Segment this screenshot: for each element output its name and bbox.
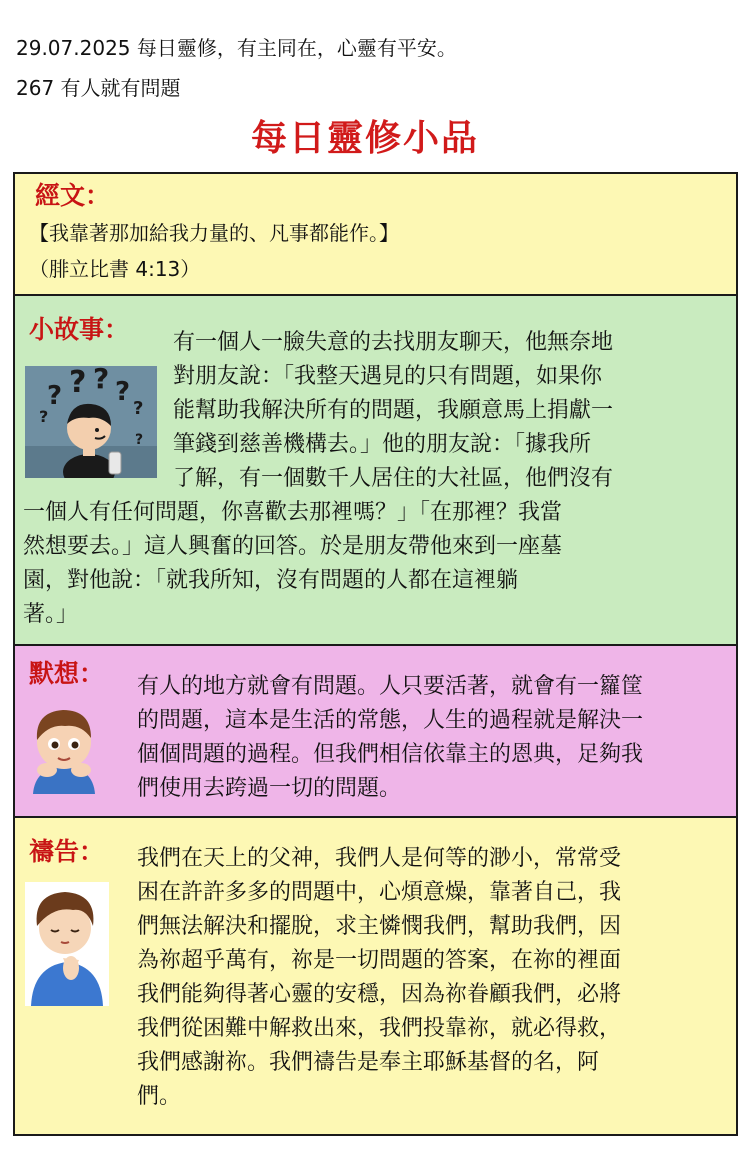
prayer-line-3: 們無法解決和擺脫，求主憐憫我們，幫助我們，因 bbox=[137, 914, 622, 939]
prayer-line-7: 我們感謝祢。我們禱告是奉主耶穌基督的名，阿 bbox=[137, 1050, 600, 1075]
story-line-7: 然想要去。」這人興奮的回答。於是朋友帶他來到一座墓 bbox=[23, 534, 563, 559]
svg-text:?: ? bbox=[93, 366, 110, 395]
scripture-label: 經文： bbox=[35, 181, 111, 210]
scripture-reference: （腓立比書 4:13） bbox=[29, 257, 201, 281]
prayer-line-1: 我們在天上的父神，我們人是何等的渺小，常常受 bbox=[137, 846, 622, 871]
confused-person-illustration bbox=[25, 366, 157, 478]
story-line-5: 了解，有一個數千人居住的大社區，他們沒有 bbox=[173, 466, 614, 491]
prayer-line-5: 我們能夠得著心靈的安穩，因為祢眷顧我們，必將 bbox=[137, 982, 622, 1007]
praying-child-illustration bbox=[25, 882, 109, 1006]
meditation-line-2: 的問題，這本是生活的常態，人生的過程就是解決一 bbox=[137, 708, 644, 733]
svg-text:?: ? bbox=[69, 366, 87, 400]
story-section bbox=[13, 296, 738, 646]
prayer-line-6: 我們從困難中解救出來，我們投靠祢，就必得救， bbox=[137, 1016, 622, 1041]
story-line-9: 著。」 bbox=[23, 602, 79, 627]
story-line-8: 園，對他說：「就我所知，沒有問題的人都在這裡躺 bbox=[23, 568, 519, 593]
svg-text:?: ? bbox=[47, 381, 63, 411]
prayer-line-4: 為祢超乎萬有，祢是一切問題的答案，在祢的裡面 bbox=[137, 948, 622, 973]
devotion-number-title: 267 有人就有問題 bbox=[16, 76, 181, 100]
meditation-line-1: 有人的地方就會有問題。人只要活著，就會有一籮筐 bbox=[137, 674, 644, 699]
meditation-line-3: 個個問題的過程。但我們相信依靠主的恩典，足夠我 bbox=[137, 742, 644, 767]
scripture-verse: 【我靠著那加給我力量的、凡事都能作。】 bbox=[29, 221, 399, 245]
meditation-label: 默想： bbox=[29, 659, 105, 688]
date-line: 29.07.2025 每日靈修，有主同在，心靈有平安。 bbox=[16, 36, 457, 60]
story-line-4: 筆錢到慈善機構去。」他的朋友說：「據我所 bbox=[173, 432, 592, 457]
meditation-line-4: 們使用去跨過一切的問題。 bbox=[137, 776, 402, 801]
svg-text:?: ? bbox=[135, 432, 144, 448]
page-title: 每日靈修小品 bbox=[250, 118, 479, 159]
story-line-3: 能幫助我解決所有的問題，我願意馬上捐獻一 bbox=[173, 398, 614, 423]
scripture-section bbox=[13, 172, 738, 296]
prayer-label: 禱告： bbox=[29, 837, 105, 866]
prayer-line-8: 們。 bbox=[137, 1084, 182, 1109]
story-line-2: 對朋友說：「我整天遇見的只有問題，如果你 bbox=[173, 364, 603, 389]
svg-text:?: ? bbox=[115, 377, 131, 407]
thinking-child-illustration bbox=[25, 698, 103, 794]
story-line-1: 有一個人一臉失意的去找朋友聊天，他無奈地 bbox=[173, 330, 614, 355]
prayer-section bbox=[13, 818, 738, 1136]
story-label: 小故事： bbox=[29, 315, 130, 344]
prayer-line-2: 困在許許多多的問題中，心煩意燥，靠著自己，我 bbox=[137, 880, 622, 905]
story-line-6: 一個人有任何問題，你喜歡去那裡嗎？」「在那裡？我當 bbox=[23, 500, 563, 525]
svg-text:?: ? bbox=[133, 398, 144, 419]
svg-text:?: ? bbox=[39, 407, 49, 426]
meditation-section bbox=[13, 646, 738, 818]
